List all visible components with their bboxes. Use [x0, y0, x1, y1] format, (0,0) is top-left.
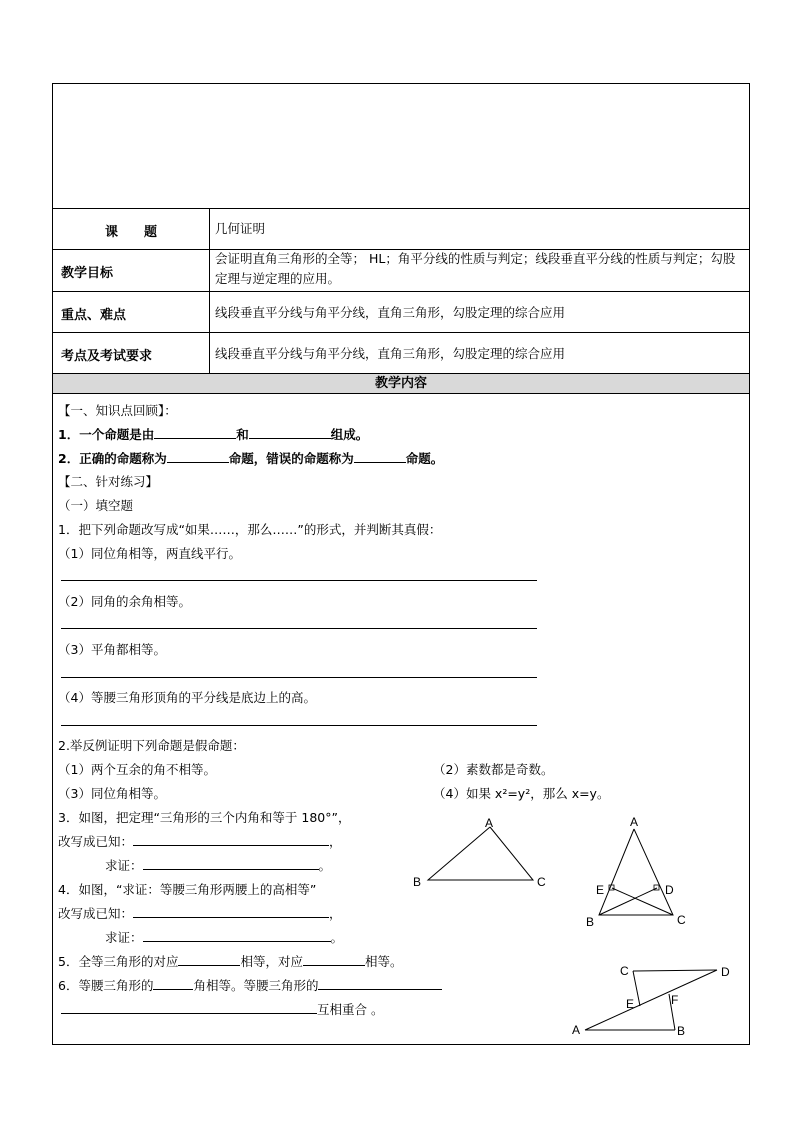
q3-intro: 3．如图，把定理“三角形的三个内角和等于 180°”， — [58, 810, 351, 825]
line-ce — [633, 971, 640, 1006]
fig2-label-d: D — [665, 883, 674, 897]
figure-isosceles-altitudes — [586, 815, 686, 929]
q4-prove-label: 求证： — [105, 930, 143, 945]
fig2-label-e: E — [596, 883, 605, 897]
q5-text-c: 相等。 — [364, 954, 403, 969]
line-cd — [633, 970, 717, 971]
fig3-label-b: B — [677, 1024, 686, 1038]
exam-requirements-label: 考点及考试要求 — [61, 349, 153, 364]
fig3-label-e: E — [626, 997, 635, 1011]
exam-requirements-value: 线段垂直平分线与角平分线，直角三角形，勾股定理的综合应用 — [215, 346, 566, 361]
q1-item: （1）同位角相等，两直线平行。 — [58, 546, 241, 561]
geometry-figures — [53, 84, 749, 1044]
line-ad — [585, 970, 717, 1030]
q4-known-label: 改写成已知： — [58, 906, 134, 921]
q2-text-a: 2．正确的命题称为 — [58, 451, 167, 466]
isosceles-outline — [599, 829, 673, 915]
q6-text-b: 角相等。等腰三角形的 — [193, 978, 319, 993]
q2-item: （3）同位角相等。 — [58, 786, 166, 801]
q1-item: （3）平角都相等。 — [58, 642, 166, 657]
q3-prove-label: 求证： — [105, 858, 143, 873]
q6-text-c: 互相重合 。 — [317, 1002, 384, 1017]
q3-known-label: 改写成已知： — [58, 834, 134, 849]
q1-text-c: 组成。 — [330, 427, 369, 442]
figure-triangle-abc — [413, 816, 546, 889]
q2-intro: 2.举反例证明下列命题是假命题： — [58, 738, 245, 753]
triangle-abc-outline — [428, 827, 533, 880]
fig3-label-c: C — [620, 964, 629, 978]
fig2-label-a: A — [630, 815, 639, 829]
lesson-plan-frame — [52, 83, 750, 1045]
content-title: 教学内容 — [53, 373, 749, 394]
fill-in-heading: （一）填空题 — [58, 498, 134, 513]
q5-text-b: 相等，对应 — [240, 954, 303, 969]
q1-text-b: 和 — [236, 427, 249, 442]
q2-text-c: 命题。 — [405, 451, 444, 466]
fig3-label-d: D — [721, 965, 730, 979]
altitude-bd — [599, 888, 657, 915]
fig3-label-a: A — [572, 1023, 581, 1037]
q4-prove-end: 。 — [330, 930, 344, 945]
q4-intro: 4．如图，“求证：等腰三角形两腰上的高相等” — [58, 882, 317, 897]
q2-item: （4）如果 x²=y²，那么 x=y。 — [433, 786, 610, 801]
q2-text-b: 命题，错误的命题称为 — [228, 451, 354, 466]
fig2-label-c: C — [677, 913, 686, 927]
q1-item: （2）同角的余角相等。 — [58, 594, 191, 609]
q6-text-a: 6．等腰三角形的 — [58, 978, 154, 993]
objective-label: 教学目标 — [61, 266, 114, 281]
key-points-label: 重点、难点 — [61, 308, 127, 323]
fig1-label-b: B — [413, 875, 422, 889]
altitude-ce — [612, 888, 673, 915]
fig1-label-c: C — [537, 875, 546, 889]
key-points-value: 线段垂直平分线与角平分线，直角三角形，勾股定理的综合应用 — [215, 305, 566, 320]
topic-value: 几何证明 — [215, 221, 266, 236]
q2-item: （2）素数都是奇数。 — [433, 762, 554, 777]
figure-crossing-triangles — [572, 964, 730, 1038]
section2-title: 【二、针对练习】 — [58, 474, 159, 489]
q3-prove-end: 。 — [318, 858, 332, 873]
q3-known-end: ， — [329, 834, 342, 849]
topic-label: 课 题 — [104, 225, 157, 240]
q5-text-a: 5．全等三角形的对应 — [58, 954, 179, 969]
fig3-label-f: F — [671, 993, 679, 1007]
q1-intro: 1．把下列命题改写成“如果……，那么……”的形式，并判断其真假： — [58, 522, 442, 537]
fig1-label-a: A — [485, 816, 494, 830]
q1-text-a: 1．一个命题是由 — [58, 427, 155, 442]
section1-title: 【一、知识点回顾】： — [58, 403, 177, 418]
objective-value: 会证明直角三角形的全等； HL；角平分线的性质与判定；线段垂直平分线的性质与判定；勾股定理与逆定理的应用。 — [215, 251, 736, 286]
q4-known-end: ， — [329, 906, 342, 921]
q1-item: （4）等腰三角形顶角的平分线是底边上的高。 — [58, 690, 316, 705]
q2-item: （1）两个互余的角不相等。 — [58, 762, 216, 777]
fig2-label-b: B — [586, 915, 595, 929]
